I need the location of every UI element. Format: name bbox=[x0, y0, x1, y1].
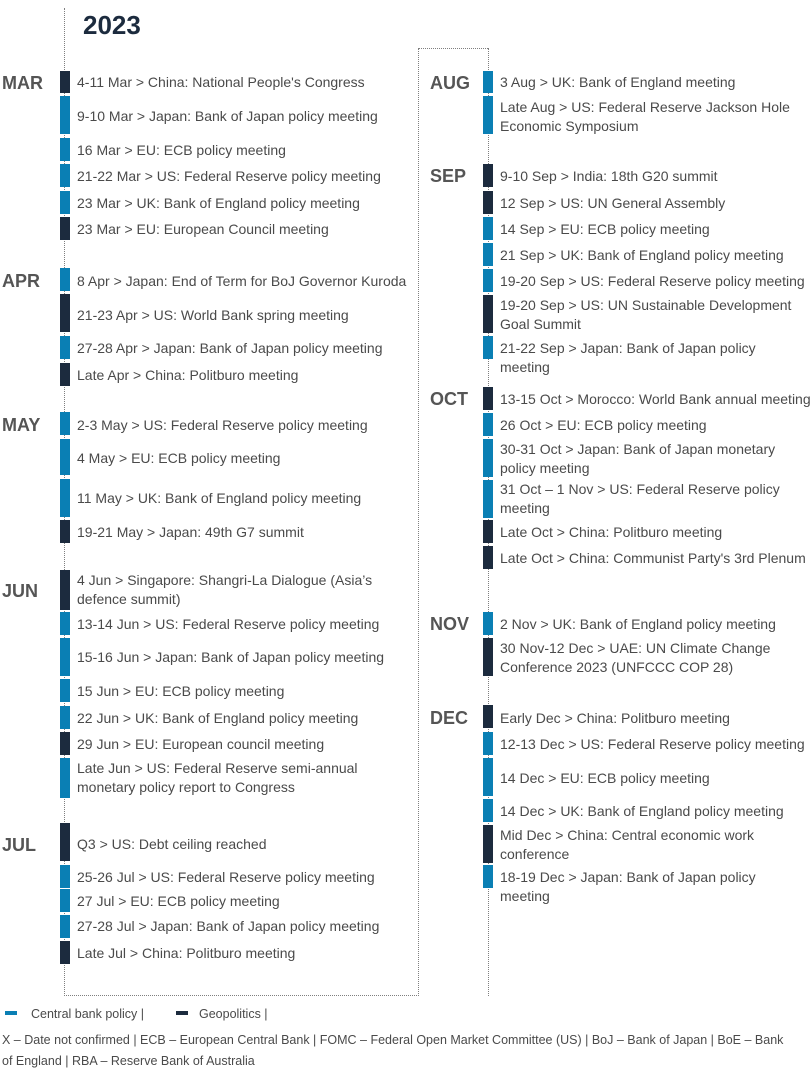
month-label-jul: JUL bbox=[2, 835, 37, 855]
geopolitics-marker bbox=[60, 71, 70, 93]
geopolitics-marker bbox=[60, 823, 70, 861]
central-bank-marker bbox=[483, 217, 493, 240]
central-bank-marker bbox=[483, 269, 493, 292]
event-item: 16 Mar > EU: ECB policy meeting bbox=[77, 142, 286, 158]
event-item: 21-23 Apr > US: World Bank spring meeting bbox=[77, 307, 349, 323]
event-item: 2-3 May > US: Federal Reserve policy meeting bbox=[77, 417, 368, 433]
central-bank-marker bbox=[483, 439, 493, 477]
month-label-jun: JUN bbox=[2, 581, 39, 601]
geopolitics-marker bbox=[483, 705, 493, 728]
month-label-nov: NOV bbox=[430, 614, 470, 634]
central-bank-marker bbox=[60, 336, 70, 359]
geopolitics-marker bbox=[483, 546, 493, 569]
event-item: 12-13 Dec > US: Federal Reserve policy meeting bbox=[500, 736, 805, 752]
central-bank-marker bbox=[483, 413, 493, 436]
geopolitics-marker bbox=[483, 520, 493, 543]
central-bank-marker bbox=[483, 865, 493, 888]
event-item: 15-16 Jun > Japan: Bank of Japan policy meeting bbox=[77, 649, 385, 665]
month-label-may: MAY bbox=[2, 415, 41, 435]
event-item: 27-28 Jul > Japan: Bank of Japan policy meeting bbox=[77, 918, 380, 934]
event-item: 4-11 Mar > China: National People's Congress bbox=[77, 74, 365, 90]
month-label-mar: MAR bbox=[2, 73, 43, 93]
event-item: 27 Jul > EU: ECB policy meeting bbox=[77, 893, 280, 909]
event-item: 19-20 Sep > US: UN Sustainable Development Goal Summit bbox=[500, 297, 792, 332]
central-bank-marker bbox=[60, 96, 70, 134]
event-item: 2 Nov > UK: Bank of England policy meeting bbox=[500, 616, 776, 632]
month-label-oct: OCT bbox=[430, 389, 468, 409]
event-item: Late Oct > China: Politburo meeting bbox=[500, 524, 723, 540]
month-label-aug: AUG bbox=[430, 73, 470, 93]
event-item: 9-10 Mar > Japan: Bank of Japan policy meeting bbox=[77, 108, 378, 124]
event-item: 19-20 Sep > US: Federal Reserve policy meeting bbox=[500, 273, 805, 289]
geopolitics-legend-label: Geopolitics | bbox=[199, 1007, 268, 1021]
event-item: 15 Jun > EU: ECB policy meeting bbox=[77, 683, 285, 699]
geopolitics-marker bbox=[60, 217, 70, 240]
central-bank-marker bbox=[483, 612, 493, 635]
geopolitics-marker bbox=[483, 295, 493, 333]
central-bank-marker bbox=[483, 71, 493, 93]
event-item: Late Jul > China: Politburo meeting bbox=[77, 945, 296, 961]
event-item: Late Jun > US: Federal Reserve semi-annual monetary policy report to Congress bbox=[77, 760, 358, 795]
central-bank-marker bbox=[60, 191, 70, 214]
event-item: 8 Apr > Japan: End of Term for BoJ Governor Kuroda bbox=[77, 273, 407, 289]
month-label-apr: APR bbox=[2, 271, 41, 291]
month-label-dec: DEC bbox=[430, 708, 469, 728]
central-bank-marker bbox=[60, 758, 70, 798]
central-bank-marker bbox=[483, 480, 493, 518]
central-bank-marker bbox=[60, 612, 70, 635]
central-bank-marker bbox=[483, 336, 493, 359]
event-item: 14 Dec > UK: Bank of England policy meeting bbox=[500, 803, 784, 819]
geopolitics-marker bbox=[60, 520, 70, 543]
event-item: 21-22 Sep > Japan: Bank of Japan policy meeting bbox=[500, 340, 756, 375]
event-item: Mid Dec > China: Central economic work conference bbox=[500, 827, 755, 862]
central-bank-marker bbox=[483, 243, 493, 266]
geopolitics-marker bbox=[60, 363, 70, 386]
event-item: 21-22 Mar > US: Federal Reserve policy meeting bbox=[77, 168, 381, 184]
footnote-line-2: of England | RBA – Reserve Bank of Australia bbox=[2, 1054, 255, 1068]
geopolitics-marker bbox=[483, 191, 493, 214]
geopolitics-marker bbox=[60, 941, 70, 964]
central-bank-legend-label: Central bank policy | bbox=[31, 1007, 145, 1021]
event-item: 12 Sep > US: UN General Assembly bbox=[500, 195, 726, 211]
event-item: 14 Sep > EU: ECB policy meeting bbox=[500, 221, 710, 237]
left-column-right-border bbox=[418, 48, 419, 996]
central-bank-marker bbox=[60, 412, 70, 435]
event-item: 4 Jun > Singapore: Shangri-La Dialogue (Asia’s defence summit) bbox=[77, 572, 373, 607]
central-bank-marker bbox=[60, 889, 70, 912]
event-item: Late Aug > US: Federal Reserve Jackson Hole Economic Symposium bbox=[500, 99, 790, 134]
geopolitics-marker bbox=[60, 294, 70, 332]
event-item: 4 May > EU: ECB policy meeting bbox=[77, 450, 281, 466]
event-item: 30-31 Oct > Japan: Bank of Japan monetary policy meeting bbox=[500, 441, 776, 476]
central-bank-marker bbox=[60, 865, 70, 888]
event-item: 13-15 Oct > Morocco: World Bank annual meeting bbox=[500, 391, 811, 407]
right-column-top-border bbox=[418, 48, 488, 49]
event-item: 11 May > UK: Bank of England policy meeting bbox=[77, 490, 362, 506]
event-item: Q3 > US: Debt ceiling reached bbox=[77, 836, 267, 852]
left-column-bottom-border bbox=[64, 995, 419, 996]
year-title: 2023 bbox=[83, 10, 141, 40]
event-item: 14 Dec > EU: ECB policy meeting bbox=[500, 770, 710, 786]
event-item: 27-28 Apr > Japan: Bank of Japan policy meeting bbox=[77, 340, 383, 356]
event-item: 23 Mar > EU: European Council meeting bbox=[77, 221, 329, 237]
central-bank-marker bbox=[483, 799, 493, 822]
central-bank-marker bbox=[60, 915, 70, 938]
central-bank-marker bbox=[60, 638, 70, 676]
event-item: 30 Nov-12 Dec > UAE: UN Climate Change Conference 2023 (UNFCCC COP 28) bbox=[500, 640, 771, 675]
central-bank-marker bbox=[60, 164, 70, 187]
geopolitics-marker bbox=[483, 387, 493, 410]
central-bank-marker bbox=[60, 138, 70, 161]
event-item: 13-14 Jun > US: Federal Reserve policy meeting bbox=[77, 616, 380, 632]
event-item: 22 Jun > UK: Bank of England policy meeting bbox=[77, 710, 359, 726]
central-bank-marker bbox=[483, 732, 493, 755]
event-item: 26 Oct > EU: ECB policy meeting bbox=[500, 417, 707, 433]
event-item: 21 Sep > UK: Bank of England policy meeting bbox=[500, 247, 784, 263]
central-bank-marker bbox=[60, 479, 70, 517]
geopolitics-marker bbox=[60, 570, 70, 610]
central-bank-marker bbox=[60, 268, 70, 291]
central-bank-marker bbox=[60, 679, 70, 702]
central-bank-marker bbox=[60, 706, 70, 729]
event-item: 23 Mar > UK: Bank of England policy meeting bbox=[77, 195, 360, 211]
event-item: 25-26 Jul > US: Federal Reserve policy meeting bbox=[77, 869, 375, 885]
central-bank-marker bbox=[483, 96, 493, 134]
central-bank-marker bbox=[483, 758, 493, 796]
event-item: 29 Jun > EU: European council meeting bbox=[77, 736, 325, 752]
geopolitics-marker bbox=[483, 825, 493, 863]
central-bank-marker bbox=[60, 439, 70, 475]
geopolitics-marker bbox=[483, 164, 493, 187]
event-item: Early Dec > China: Politburo meeting bbox=[500, 710, 730, 726]
event-item: 9-10 Sep > India: 18th G20 summit bbox=[500, 168, 718, 184]
central-bank-legend-swatch bbox=[5, 1011, 17, 1015]
event-item: 18-19 Dec > Japan: Bank of Japan policy meeting bbox=[500, 869, 756, 904]
geopolitics-marker bbox=[483, 638, 493, 676]
event-item: Late Apr > China: Politburo meeting bbox=[77, 367, 299, 383]
geopolitics-marker bbox=[60, 732, 70, 755]
geopolitics-legend-swatch bbox=[176, 1011, 188, 1015]
month-label-sep: SEP bbox=[430, 166, 467, 186]
footnote-line-1: X – Date not confirmed | ECB – European Central Bank | FOMC – Federal Open Market Committee (US) | BoJ – Bank of Japan | BoE – Bank bbox=[2, 1033, 784, 1047]
event-item: 31 Oct – 1 Nov > US: Federal Reserve policy meeting bbox=[500, 481, 780, 516]
event-item: 3 Aug > UK: Bank of England meeting bbox=[500, 74, 736, 90]
event-item: 19-21 May > Japan: 49th G7 summit bbox=[77, 524, 304, 540]
event-item: Late Oct > China: Communist Party's 3rd Plenum bbox=[500, 550, 806, 566]
